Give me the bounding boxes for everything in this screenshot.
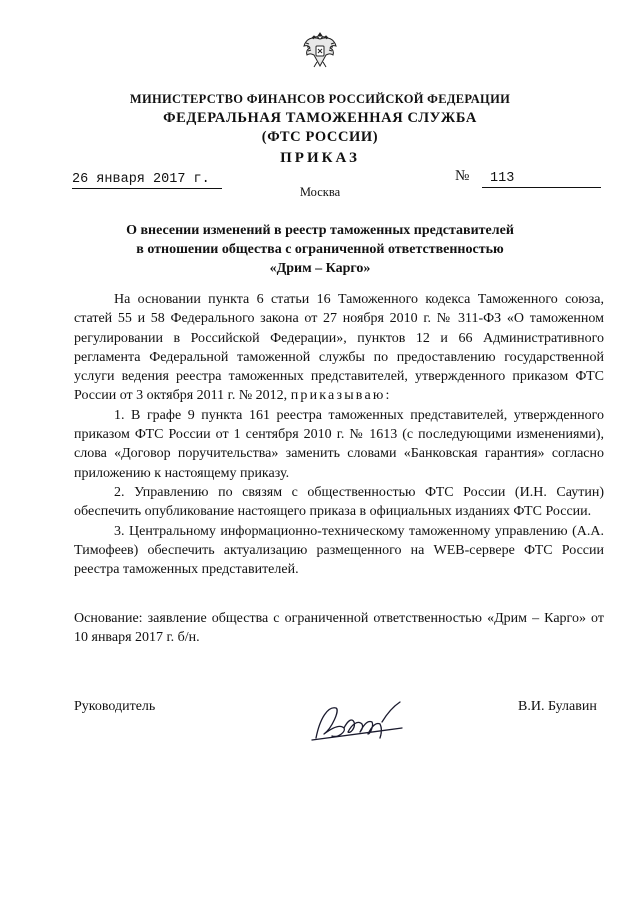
order-word: приказываю: — [290, 388, 392, 404]
russian-coat-of-arms-icon — [302, 30, 338, 70]
order-body — [74, 290, 604, 579]
basis-paragraph: Основание: заявление общества с ограниченной ответственностью «Дрим – Карго» от 10 января 2017 г. б/н. — [74, 611, 604, 646]
order-number: 113 — [482, 171, 601, 188]
order-date: 26 января 2017 г. — [72, 172, 222, 189]
service-name: ФЕДЕРАЛЬНАЯ ТАМОЖЕННАЯ СЛУЖБА — [163, 110, 477, 126]
intro-text: На основании пункта 6 статьи 16 Таможенного кодекса Таможенного союза, статей 55 и 58 Федерального закона от 27 ноября 2010 г. № 311-ФЗ «О таможенном регулировании в Российской Федерации», пунктов 12 и 66 Административного регламента Федеральной таможенной службы по предоставлению государственной услуги ведения реестра таможенных представителей, утвержденного приказом ФТС России от 3 октября 2011 г. № 2012, — [74, 292, 604, 404]
intro-paragraph — [74, 290, 604, 406]
document-type: ПРИКАЗ — [280, 150, 360, 166]
title-line: «Дрим – Карго» — [269, 261, 371, 276]
signatory-role: Руководитель — [74, 699, 156, 714]
order-number-block — [455, 168, 603, 186]
order-item: 1. В графе 9 пункта 161 реестра таможенных представителей, утвержденного приказом ФТС России от 1 сентября 2010 г. № 1613 (с последующими изменениями), слова «Договор поручительства» заменить словами «Банковская гарантия» согласно приложению к настоящему приказу. — [74, 407, 604, 481]
order-item: 3. Центральному информационно-техническому таможенному управлению (А.А. Тимофеев) обеспечить актуализацию размещенного на WEB-сервере ФТС России реестра таможенных представителей. — [74, 523, 604, 578]
number-sign: № — [455, 168, 470, 184]
ministry-name: МИНИСТЕРСТВО ФИНАНСОВ РОССИЙСКОЙ ФЕДЕРАЦИИ — [129, 92, 511, 106]
order-item: 2. Управлению по связям с общественностью ФТС России (И.Н. Саутин) обеспечить опубликование настоящего приказа в официальных изданиях ФТС России. — [74, 484, 604, 520]
order-title — [80, 221, 560, 278]
service-abbreviation: (ФТС РОССИИ) — [261, 129, 379, 145]
title-line: О внесении изменений в реестр таможенных представителей — [126, 223, 514, 238]
city: Москва — [299, 185, 341, 199]
title-line: в отношении общества с ограниченной ответственностью — [136, 242, 504, 257]
handwritten-signature-icon — [310, 698, 404, 746]
signatory-name: В.И. Булавин — [518, 699, 597, 714]
